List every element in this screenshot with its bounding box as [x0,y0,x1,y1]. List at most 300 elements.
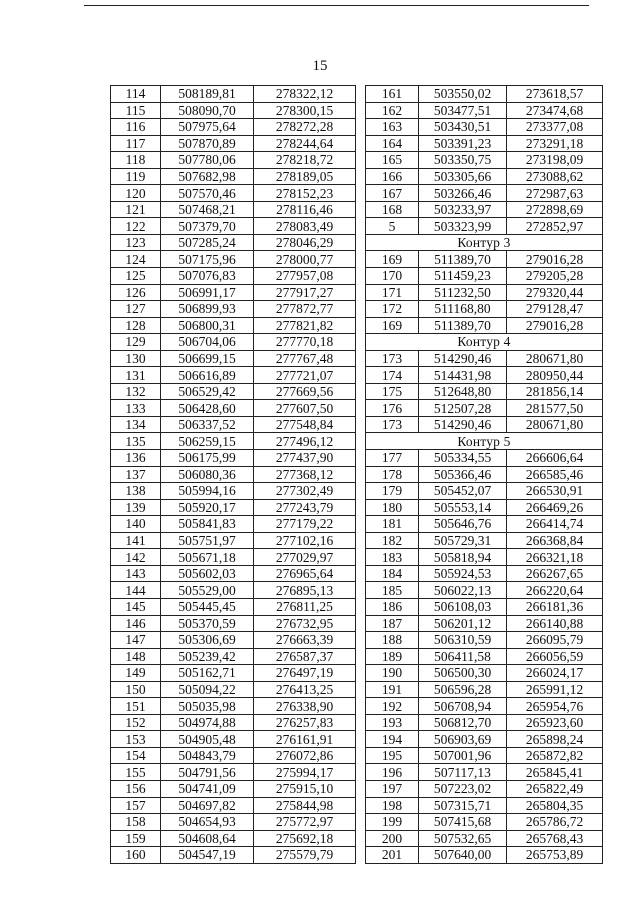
y-coordinate-cell: 265898,24 [507,731,603,748]
table-row [111,665,356,682]
point-number-cell: 194 [366,731,419,748]
point-number-cell: 156 [111,780,161,797]
point-number-cell: 193 [366,714,419,731]
y-coordinate-cell: 273377,08 [507,119,603,136]
point-number-cell: 158 [111,814,161,831]
table-row [111,499,356,516]
table-row [366,615,603,632]
point-number-cell: 117 [111,135,161,152]
table-row [111,598,356,615]
table-row [366,218,603,235]
y-coordinate-cell: 272987,63 [507,185,603,202]
y-coordinate-cell: 277548,84 [254,416,356,433]
table-row [366,499,603,516]
x-coordinate-cell: 506991,17 [161,284,254,301]
y-coordinate-cell: 266056,59 [507,648,603,665]
point-number-cell: 153 [111,731,161,748]
x-coordinate-cell: 512507,28 [419,400,507,417]
y-coordinate-cell: 277669,56 [254,383,356,400]
point-number-cell: 130 [111,350,161,367]
x-coordinate-cell: 514290,46 [419,350,507,367]
table-row [366,814,603,831]
table-row [111,301,356,318]
x-coordinate-cell: 506708,94 [419,698,507,715]
x-coordinate-cell: 503550,02 [419,86,507,103]
table-row [111,714,356,731]
point-number-cell: 199 [366,814,419,831]
point-number-cell: 190 [366,665,419,682]
y-coordinate-cell: 278152,23 [254,185,356,202]
point-number-cell: 118 [111,152,161,169]
y-coordinate-cell: 277607,50 [254,400,356,417]
table-row [366,251,603,268]
x-coordinate-cell: 505162,71 [161,665,254,682]
table-row [111,549,356,566]
table-row [366,350,603,367]
x-coordinate-cell: 506108,03 [419,598,507,615]
x-coordinate-cell: 507682,98 [161,168,254,185]
x-coordinate-cell: 512648,80 [419,383,507,400]
point-number-cell: 186 [366,598,419,615]
x-coordinate-cell: 505035,98 [161,698,254,715]
y-coordinate-cell: 279128,47 [507,301,603,318]
x-coordinate-cell: 507468,21 [161,201,254,218]
x-coordinate-cell: 506812,70 [419,714,507,731]
x-coordinate-cell: 506500,30 [419,665,507,682]
x-coordinate-cell: 506800,31 [161,317,254,334]
x-coordinate-cell: 506310,59 [419,632,507,649]
x-coordinate-cell: 505239,42 [161,648,254,665]
point-number-cell: 120 [111,185,161,202]
point-number-cell: 135 [111,433,161,450]
coordinates-table-right [365,85,603,864]
x-coordinate-cell: 506903,69 [419,731,507,748]
table-row [366,135,603,152]
x-coordinate-cell: 507640,00 [419,847,507,864]
y-coordinate-cell: 272852,97 [507,218,603,235]
y-coordinate-cell: 265822,49 [507,780,603,797]
point-number-cell: 179 [366,483,419,500]
x-coordinate-cell: 505994,16 [161,483,254,500]
y-coordinate-cell: 265923,60 [507,714,603,731]
point-number-cell: 200 [366,830,419,847]
table-row [366,532,603,549]
point-number-cell: 170 [366,268,419,285]
point-number-cell: 140 [111,516,161,533]
x-coordinate-cell: 505094,22 [161,681,254,698]
point-number-cell: 154 [111,747,161,764]
table-row [111,797,356,814]
point-number-cell: 139 [111,499,161,516]
x-coordinate-cell: 507001,96 [419,747,507,764]
point-number-cell: 133 [111,400,161,417]
point-number-cell: 147 [111,632,161,649]
contour-header: Контур 3 [366,234,603,251]
point-number-cell: 127 [111,301,161,318]
y-coordinate-cell: 276895,13 [254,582,356,599]
x-coordinate-cell: 506080,36 [161,466,254,483]
point-number-cell: 150 [111,681,161,698]
x-coordinate-cell: 503391,23 [419,135,507,152]
table-row [366,847,603,864]
table-row [111,168,356,185]
y-coordinate-cell: 277243,79 [254,499,356,516]
point-number-cell: 181 [366,516,419,533]
point-number-cell: 183 [366,549,419,566]
y-coordinate-cell: 275844,98 [254,797,356,814]
point-number-cell: 143 [111,565,161,582]
x-coordinate-cell: 506616,89 [161,367,254,384]
y-coordinate-cell: 265991,12 [507,681,603,698]
table-row [366,582,603,599]
y-coordinate-cell: 276497,19 [254,665,356,682]
x-coordinate-cell: 504843,79 [161,747,254,764]
point-number-cell: 123 [111,234,161,251]
table-row [366,416,603,433]
x-coordinate-cell: 511232,50 [419,284,507,301]
table-row [366,516,603,533]
x-coordinate-cell: 505553,14 [419,499,507,516]
y-coordinate-cell: 279016,28 [507,317,603,334]
x-coordinate-cell: 511389,70 [419,251,507,268]
point-number-cell: 155 [111,764,161,781]
table-row [111,135,356,152]
y-coordinate-cell: 278300,15 [254,102,356,119]
table-row [366,665,603,682]
point-number-cell: 164 [366,135,419,152]
y-coordinate-cell: 276072,86 [254,747,356,764]
y-coordinate-cell: 275579,79 [254,847,356,864]
y-coordinate-cell: 279205,28 [507,268,603,285]
point-number-cell: 151 [111,698,161,715]
y-coordinate-cell: 275915,10 [254,780,356,797]
point-number-cell: 174 [366,367,419,384]
x-coordinate-cell: 506899,93 [161,301,254,318]
point-number-cell: 185 [366,582,419,599]
point-number-cell: 201 [366,847,419,864]
x-coordinate-cell: 504697,82 [161,797,254,814]
point-number-cell: 178 [366,466,419,483]
table-row [366,185,603,202]
table-row [366,632,603,649]
y-coordinate-cell: 278083,49 [254,218,356,235]
point-number-cell: 141 [111,532,161,549]
y-coordinate-cell: 266267,65 [507,565,603,582]
table-row [111,86,356,103]
table-row [111,383,356,400]
table-row [111,251,356,268]
table-row [366,284,603,301]
y-coordinate-cell: 276811,25 [254,598,356,615]
table-row [366,400,603,417]
point-number-cell: 144 [111,582,161,599]
table-row [366,698,603,715]
point-number-cell: 121 [111,201,161,218]
x-coordinate-cell: 507780,06 [161,152,254,169]
contour-header: Контур 5 [366,433,603,450]
y-coordinate-cell: 280671,80 [507,350,603,367]
point-number-cell: 125 [111,268,161,285]
table-row [111,466,356,483]
x-coordinate-cell: 505445,45 [161,598,254,615]
y-coordinate-cell: 277102,16 [254,532,356,549]
point-number-cell: 197 [366,780,419,797]
y-coordinate-cell: 276413,25 [254,681,356,698]
y-coordinate-cell: 275772,97 [254,814,356,831]
x-coordinate-cell: 511389,70 [419,317,507,334]
y-coordinate-cell: 280950,44 [507,367,603,384]
y-coordinate-cell: 276587,37 [254,648,356,665]
x-coordinate-cell: 507223,02 [419,780,507,797]
table-row [111,185,356,202]
y-coordinate-cell: 266220,64 [507,582,603,599]
point-number-cell: 152 [111,714,161,731]
point-number-cell: 116 [111,119,161,136]
x-coordinate-cell: 506175,99 [161,450,254,467]
table-row [366,367,603,384]
table-row [111,764,356,781]
y-coordinate-cell: 273618,57 [507,86,603,103]
y-coordinate-cell: 275994,17 [254,764,356,781]
point-number-cell: 160 [111,847,161,864]
table-row [366,598,603,615]
x-coordinate-cell: 504791,56 [161,764,254,781]
y-coordinate-cell: 266368,84 [507,532,603,549]
x-coordinate-cell: 503233,97 [419,201,507,218]
y-coordinate-cell: 281577,50 [507,400,603,417]
point-number-cell: 145 [111,598,161,615]
point-number-cell: 148 [111,648,161,665]
point-number-cell: 146 [111,615,161,632]
table-row [366,714,603,731]
y-coordinate-cell: 276663,39 [254,632,356,649]
table-row [366,797,603,814]
point-number-cell: 189 [366,648,419,665]
x-coordinate-cell: 505924,53 [419,565,507,582]
point-number-cell: 173 [366,416,419,433]
point-number-cell: 166 [366,168,419,185]
table-row [111,516,356,533]
table-row [111,317,356,334]
point-number-cell: 182 [366,532,419,549]
page-number: 15 [312,58,328,74]
table-row [366,565,603,582]
x-coordinate-cell: 504608,64 [161,830,254,847]
y-coordinate-cell: 277179,22 [254,516,356,533]
point-number-cell: 128 [111,317,161,334]
x-coordinate-cell: 506411,58 [419,648,507,665]
point-number-cell: 142 [111,549,161,566]
x-coordinate-cell: 504974,88 [161,714,254,731]
point-number-cell: 172 [366,301,419,318]
x-coordinate-cell: 505671,18 [161,549,254,566]
x-coordinate-cell: 504654,93 [161,814,254,831]
y-coordinate-cell: 276732,95 [254,615,356,632]
y-coordinate-cell: 266585,46 [507,466,603,483]
y-coordinate-cell: 277957,08 [254,268,356,285]
coordinates-table-left [110,85,356,864]
point-number-cell: 195 [366,747,419,764]
y-coordinate-cell: 273088,62 [507,168,603,185]
y-coordinate-cell: 265786,72 [507,814,603,831]
x-coordinate-cell: 503323,99 [419,218,507,235]
contour-header-row [366,334,603,351]
table-row [111,367,356,384]
x-coordinate-cell: 505841,83 [161,516,254,533]
table-row [111,565,356,582]
x-coordinate-cell: 507975,64 [161,119,254,136]
contour-header-row [366,433,603,450]
x-coordinate-cell: 507415,68 [419,814,507,831]
x-coordinate-cell: 507117,13 [419,764,507,781]
y-coordinate-cell: 265804,35 [507,797,603,814]
x-coordinate-cell: 505452,07 [419,483,507,500]
y-coordinate-cell: 278218,72 [254,152,356,169]
table-row [111,681,356,698]
x-coordinate-cell: 507285,24 [161,234,254,251]
x-coordinate-cell: 507532,65 [419,830,507,847]
point-number-cell: 175 [366,383,419,400]
contour-header: Контур 4 [366,334,603,351]
x-coordinate-cell: 504905,48 [161,731,254,748]
y-coordinate-cell: 273198,09 [507,152,603,169]
point-number-cell: 188 [366,632,419,649]
table-row [366,483,603,500]
table-row [111,400,356,417]
table-row [366,450,603,467]
x-coordinate-cell: 504547,19 [161,847,254,864]
y-coordinate-cell: 280671,80 [507,416,603,433]
point-number-cell: 176 [366,400,419,417]
x-coordinate-cell: 507076,83 [161,268,254,285]
point-number-cell: 162 [366,102,419,119]
x-coordinate-cell: 506704,06 [161,334,254,351]
y-coordinate-cell: 276338,90 [254,698,356,715]
table-row [366,466,603,483]
x-coordinate-cell: 505602,03 [161,565,254,582]
point-number-cell: 137 [111,466,161,483]
y-coordinate-cell: 273291,18 [507,135,603,152]
point-number-cell: 191 [366,681,419,698]
y-coordinate-cell: 275692,18 [254,830,356,847]
y-coordinate-cell: 277029,97 [254,549,356,566]
table-row [366,764,603,781]
table-row [366,747,603,764]
x-coordinate-cell: 507870,89 [161,135,254,152]
table-row [366,549,603,566]
y-coordinate-cell: 278116,46 [254,201,356,218]
x-coordinate-cell: 504741,09 [161,780,254,797]
x-coordinate-cell: 503350,75 [419,152,507,169]
point-number-cell: 114 [111,86,161,103]
table-row [111,698,356,715]
point-number-cell: 149 [111,665,161,682]
y-coordinate-cell: 273474,68 [507,102,603,119]
table-row [111,119,356,136]
point-number-cell: 187 [366,615,419,632]
point-number-cell: 163 [366,119,419,136]
table-row [111,814,356,831]
point-number-cell: 124 [111,251,161,268]
y-coordinate-cell: 278272,28 [254,119,356,136]
point-number-cell: 122 [111,218,161,235]
y-coordinate-cell: 276257,83 [254,714,356,731]
y-coordinate-cell: 265768,43 [507,830,603,847]
y-coordinate-cell: 278000,77 [254,251,356,268]
y-coordinate-cell: 278189,05 [254,168,356,185]
y-coordinate-cell: 277368,12 [254,466,356,483]
x-coordinate-cell: 503305,66 [419,168,507,185]
contour-header-row [366,234,603,251]
point-number-cell: 131 [111,367,161,384]
table-row [366,780,603,797]
table-row [366,731,603,748]
point-number-cell: 129 [111,334,161,351]
table-row [111,268,356,285]
x-coordinate-cell: 507570,46 [161,185,254,202]
point-number-cell: 169 [366,317,419,334]
y-coordinate-cell: 278244,64 [254,135,356,152]
point-number-cell: 157 [111,797,161,814]
point-number-cell: 173 [366,350,419,367]
x-coordinate-cell: 508189,81 [161,86,254,103]
x-coordinate-cell: 505729,31 [419,532,507,549]
x-coordinate-cell: 506259,15 [161,433,254,450]
table-row [111,152,356,169]
y-coordinate-cell: 276965,64 [254,565,356,582]
y-coordinate-cell: 266181,36 [507,598,603,615]
y-coordinate-cell: 277302,49 [254,483,356,500]
y-coordinate-cell: 266414,74 [507,516,603,533]
table-row [111,450,356,467]
y-coordinate-cell: 278046,29 [254,234,356,251]
table-row [111,780,356,797]
table-row [366,119,603,136]
x-coordinate-cell: 505366,46 [419,466,507,483]
table-row [111,416,356,433]
point-number-cell: 177 [366,450,419,467]
table-row [111,830,356,847]
y-coordinate-cell: 281856,14 [507,383,603,400]
point-number-cell: 159 [111,830,161,847]
x-coordinate-cell: 503477,51 [419,102,507,119]
x-coordinate-cell: 506428,60 [161,400,254,417]
y-coordinate-cell: 266024,17 [507,665,603,682]
y-coordinate-cell: 278322,12 [254,86,356,103]
table-row [366,383,603,400]
x-coordinate-cell: 514290,46 [419,416,507,433]
x-coordinate-cell: 511168,80 [419,301,507,318]
y-coordinate-cell: 266095,79 [507,632,603,649]
x-coordinate-cell: 505920,17 [161,499,254,516]
table-row [111,648,356,665]
y-coordinate-cell: 277770,18 [254,334,356,351]
y-coordinate-cell: 266469,26 [507,499,603,516]
x-coordinate-cell: 505818,94 [419,549,507,566]
point-number-cell: 184 [366,565,419,582]
x-coordinate-cell: 507315,71 [419,797,507,814]
point-number-cell: 138 [111,483,161,500]
point-number-cell: 168 [366,201,419,218]
x-coordinate-cell: 503266,46 [419,185,507,202]
table-row [366,681,603,698]
table-row [111,201,356,218]
x-coordinate-cell: 505529,00 [161,582,254,599]
point-number-cell: 134 [111,416,161,433]
y-coordinate-cell: 277437,90 [254,450,356,467]
table-row [111,334,356,351]
table-row [111,433,356,450]
